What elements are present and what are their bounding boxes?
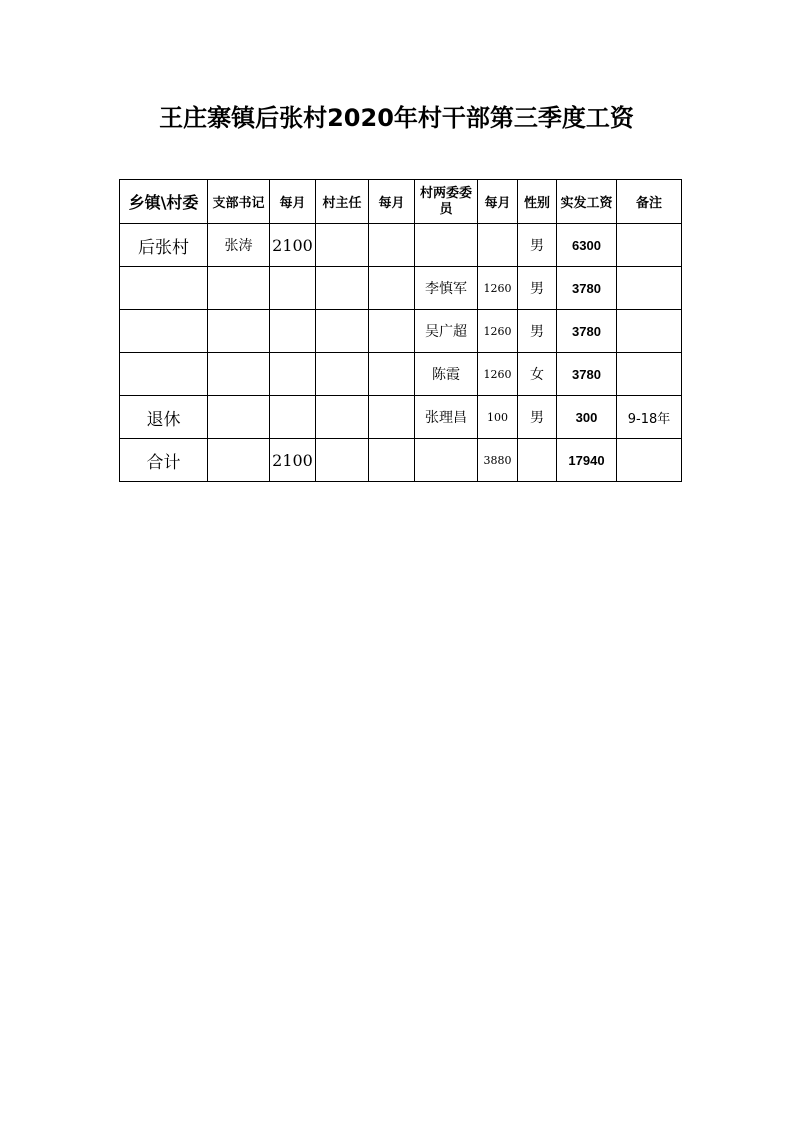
cell-town: 合计 — [120, 439, 208, 482]
cell-net-pay: 3780 — [557, 267, 617, 310]
cell-gender: 女 — [518, 353, 557, 396]
table-row — [120, 353, 682, 396]
cell-town — [120, 310, 208, 353]
table-total-row — [120, 439, 682, 482]
cell-monthly-3 — [478, 224, 518, 267]
header-cell-secretary: 支部书记 — [208, 180, 270, 224]
cell-monthly-2 — [369, 224, 415, 267]
cell-director — [316, 267, 369, 310]
cell-remarks — [617, 439, 682, 482]
cell-monthly-3: 100 — [478, 396, 518, 439]
cell-director — [316, 224, 369, 267]
cell-gender: 男 — [518, 224, 557, 267]
header-cell-gender: 性别 — [518, 180, 557, 224]
table-row — [120, 224, 682, 267]
cell-gender: 男 — [518, 310, 557, 353]
cell-monthly-1 — [270, 267, 316, 310]
cell-director — [316, 396, 369, 439]
header-cell-director: 村主任 — [316, 180, 369, 224]
cell-net-pay: 3780 — [557, 310, 617, 353]
cell-net-pay: 17940 — [557, 439, 617, 482]
cell-monthly-1 — [270, 310, 316, 353]
cell-monthly-2 — [369, 353, 415, 396]
cell-committee-member: 陈霞 — [415, 353, 478, 396]
header-cell-remarks: 备注 — [617, 180, 682, 224]
cell-gender: 男 — [518, 396, 557, 439]
cell-net-pay: 300 — [557, 396, 617, 439]
cell-remarks — [617, 310, 682, 353]
cell-secretary — [208, 439, 270, 482]
cell-secretary — [208, 353, 270, 396]
table-row — [120, 267, 682, 310]
cell-remarks — [617, 353, 682, 396]
cell-director — [316, 310, 369, 353]
cell-monthly-1 — [270, 396, 316, 439]
cell-net-pay: 6300 — [557, 224, 617, 267]
cell-committee-member: 李慎军 — [415, 267, 478, 310]
cell-town: 退休 — [120, 396, 208, 439]
cell-gender: 男 — [518, 267, 557, 310]
cell-secretary: 张涛 — [208, 224, 270, 267]
cell-remarks: 9-18年 — [617, 396, 682, 439]
cell-monthly-3: 1260 — [478, 267, 518, 310]
cell-monthly-3: 1260 — [478, 353, 518, 396]
cell-monthly-2 — [369, 396, 415, 439]
cell-monthly-1 — [270, 353, 316, 396]
cell-director — [316, 353, 369, 396]
cell-monthly-2 — [369, 267, 415, 310]
header-cell-monthly-2: 每月 — [369, 180, 415, 224]
cell-monthly-1: 2100 — [270, 439, 316, 482]
cell-town: 后张村 — [120, 224, 208, 267]
wage-table — [119, 179, 682, 482]
cell-monthly-2 — [369, 310, 415, 353]
header-cell-town: 乡镇\村委 — [120, 180, 208, 224]
cell-monthly-2 — [369, 439, 415, 482]
cell-committee-member: 吴广超 — [415, 310, 478, 353]
cell-committee-member — [415, 224, 478, 267]
header-cell-committee-member: 村两委委员 — [415, 180, 478, 224]
header-cell-net-pay: 实发工资 — [557, 180, 617, 224]
cell-monthly-1: 2100 — [270, 224, 316, 267]
cell-secretary — [208, 267, 270, 310]
cell-committee-member: 张理昌 — [415, 396, 478, 439]
cell-net-pay: 3780 — [557, 353, 617, 396]
cell-secretary — [208, 396, 270, 439]
page-title: 王庄寨镇后张村2020年村干部第三季度工资 — [159, 104, 634, 132]
cell-town — [120, 353, 208, 396]
cell-remarks — [617, 267, 682, 310]
header-cell-monthly-3: 每月 — [478, 180, 518, 224]
cell-monthly-3: 1260 — [478, 310, 518, 353]
cell-gender — [518, 439, 557, 482]
cell-secretary — [208, 310, 270, 353]
cell-director — [316, 439, 369, 482]
table-row — [120, 396, 682, 439]
header-cell-monthly-1: 每月 — [270, 180, 316, 224]
cell-town — [120, 267, 208, 310]
cell-remarks — [617, 224, 682, 267]
cell-monthly-3: 3880 — [478, 439, 518, 482]
table-row — [120, 310, 682, 353]
cell-committee-member — [415, 439, 478, 482]
table-header-row — [120, 180, 682, 224]
